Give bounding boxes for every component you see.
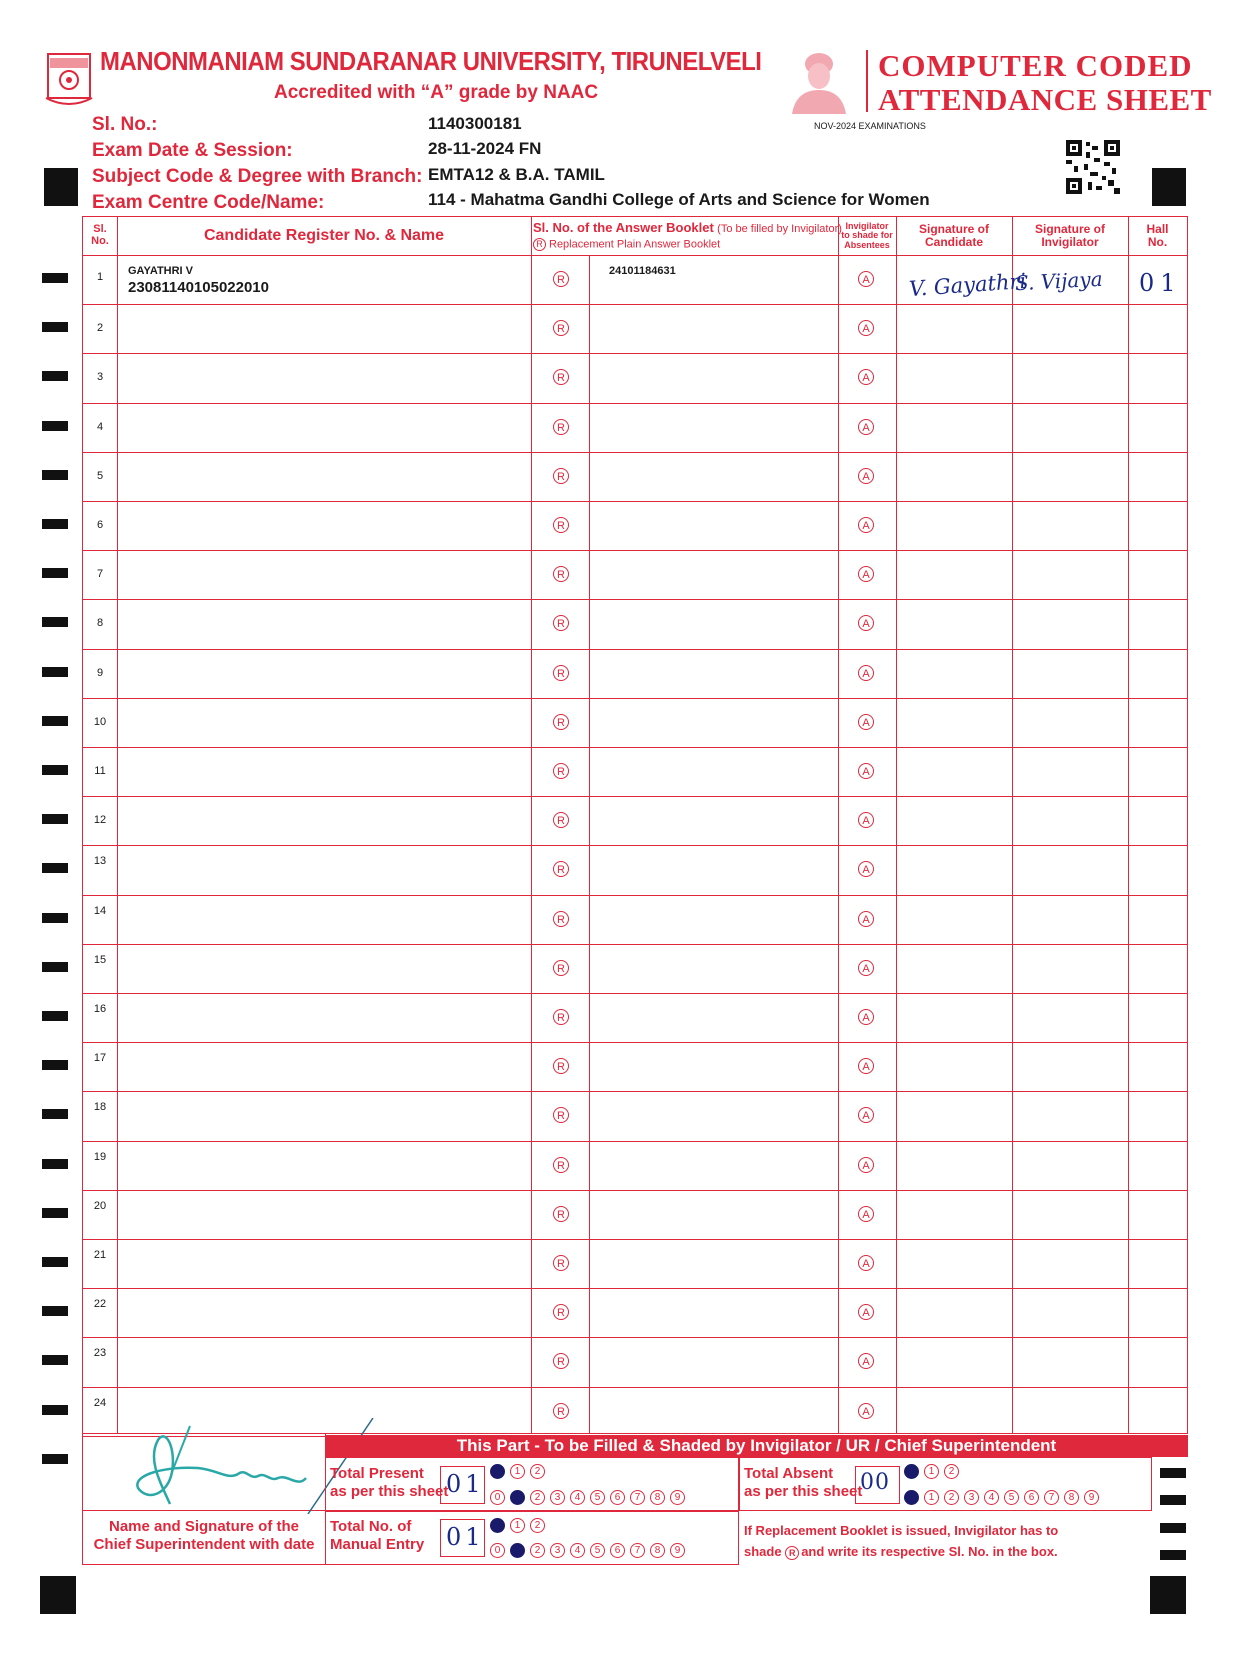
booklet-no: 24101184631 [609,265,676,277]
digit-bubble[interactable]: 7 [630,1543,645,1558]
table-row-number: 11 [94,765,106,777]
timing-mark [42,1306,68,1316]
accreditation-text: Accredited with “A” grade by NAAC [274,82,599,103]
timing-mark [42,1208,68,1218]
row-divider [83,1190,1187,1191]
absent-bubble[interactable]: A [858,1353,874,1369]
footer-instruction-bar: This Part - To be Filled & Shaded by Invigilator / UR / Chief Superintendent [325,1435,1188,1457]
header-sl-no: Sl. No. [91,223,109,247]
timing-mark [42,273,68,283]
row-divider [83,1337,1187,1338]
digit-bubble[interactable]: 3 [550,1490,565,1505]
replacement-bubble[interactable]: R [553,271,569,287]
timing-mark [42,1159,68,1169]
absent-bubble[interactable]: A [858,1107,874,1123]
absent-bubble[interactable]: A [858,1157,874,1173]
absent-bubble[interactable]: A [858,369,874,385]
digit-bubble[interactable]: 9 [670,1490,685,1505]
row-divider [83,1141,1187,1142]
row-divider [83,845,1187,846]
corner-mark [1152,168,1186,206]
digit-bubble[interactable] [510,1543,525,1558]
replacement-bubble[interactable]: R [553,812,569,828]
subject-label: Subject Code & Degree with Branch: [92,166,423,187]
replacement-bubble[interactable]: R [553,911,569,927]
timing-mark [42,765,68,775]
digit-bubble[interactable]: 0 [490,1490,505,1505]
timing-mark [42,814,68,824]
absent-tens-bubbles[interactable] [904,1464,964,1479]
table-row-number: 14 [93,904,107,917]
table-row-number: 6 [96,519,104,531]
candidate-name: GAYATHRI V [128,265,194,277]
absent-units-bubbles[interactable] [904,1490,1104,1505]
digit-bubble[interactable]: 1 [924,1490,939,1505]
absent-bubble[interactable]: A [858,1255,874,1271]
timing-mark [42,1109,68,1119]
sl-no-label: Sl. No.: [92,114,158,135]
digit-bubble[interactable] [904,1464,919,1479]
digit-bubble[interactable]: 5 [1004,1490,1019,1505]
absent-bubble[interactable]: A [858,517,874,533]
replacement-bubble[interactable]: R [553,1353,569,1369]
header-hall-no: Hall No. [1146,222,1169,249]
column-divider [1012,217,1013,1433]
row-divider [83,255,1187,256]
replacement-bubble[interactable]: R [553,468,569,484]
digit-bubble[interactable]: 6 [610,1490,625,1505]
row-divider [83,1239,1187,1240]
timing-mark [42,1257,68,1267]
present-units-bubbles[interactable] [490,1490,690,1505]
manual-label: Total No. of Manual Entry [330,1518,425,1553]
timing-mark [42,667,68,677]
exam-date-label: Exam Date & Session: [92,140,293,161]
replacement-bubble[interactable]: R [553,320,569,336]
corner-mark [44,168,78,206]
row-divider [83,403,1187,404]
absent-bubble[interactable]: A [858,763,874,779]
row-divider [83,304,1187,305]
subject-value: EMTA12 & B.A. TAMIL [428,165,605,184]
timing-mark [42,962,68,972]
row-divider [83,895,1187,896]
table-row-number: 7 [96,568,104,581]
digit-bubble[interactable]: 8 [650,1543,665,1558]
digit-bubble[interactable]: 5 [590,1543,605,1558]
centre-value: 114 - Mahatma Gandhi College of Arts and Science for Women [428,190,930,209]
chief-label: Name and Signature of the Chief Superintendent with date [93,1518,315,1553]
timing-mark [42,322,68,332]
manual-units-bubbles[interactable] [490,1543,690,1558]
absent-bubble[interactable]: A [858,911,874,927]
digit-bubble[interactable]: 4 [570,1490,585,1505]
present-tens-bubbles[interactable] [490,1464,550,1479]
table-row-number: 18 [93,1101,107,1114]
timing-mark [42,716,68,726]
sheet-title-line1: COMPUTER CODED [878,48,1193,83]
replacement-note: If Replacement Booklet is issued, Invigilator has to shade R and write its respective Sl. No. in the box. [744,1523,1059,1559]
manual-tens-bubbles[interactable] [490,1518,550,1533]
timing-mark [42,1011,68,1021]
replacement-bubble[interactable]: R [553,1403,569,1419]
university-name: MANONMANIAM SUNDARANAR UNIVERSITY, TIRUNELVELI [100,46,762,76]
table-row-number: 12 [93,814,107,827]
column-divider [117,217,118,1433]
absent-bubble[interactable]: A [858,714,874,730]
header-candidate: Candidate Register No. & Name [203,226,445,244]
absent-bubble[interactable]: A [858,1206,874,1222]
digit-bubble[interactable] [904,1490,919,1505]
row-divider [83,698,1187,699]
digit-bubble[interactable]: 4 [984,1490,999,1505]
table-row-number: 2 [96,322,104,335]
timing-mark [42,568,68,578]
digit-bubble[interactable]: 9 [1084,1490,1099,1505]
row-divider [83,993,1187,994]
replacement-bubble[interactable]: R [553,419,569,435]
attendance-table [82,216,1188,1434]
digit-bubble[interactable] [490,1518,505,1533]
candidate-reg-no: 23081140105022010 [128,279,269,296]
centre-label: Exam Centre Code/Name: [92,192,325,213]
absent-label: Total Absent as per this sheet [744,1465,863,1500]
table-row-number: 24 [93,1396,107,1409]
absent-bubble[interactable]: A [858,615,874,631]
corner-mark [1150,1576,1186,1614]
digit-bubble[interactable]: 8 [1064,1490,1079,1505]
timing-mark [42,519,68,529]
digit-bubble[interactable]: 3 [964,1490,979,1505]
row-divider [83,1288,1187,1289]
digit-bubble[interactable]: 2 [944,1464,959,1479]
column-divider [896,217,897,1433]
timing-mark [42,470,68,480]
row-divider [83,1042,1187,1043]
absent-bubble[interactable]: A [858,271,874,287]
absent-bubble[interactable]: A [858,1304,874,1320]
table-row-number: 19 [93,1150,107,1163]
absent-value: 00 [860,1470,890,1495]
header-candidate-signature: Signature of Candidate [918,222,989,249]
manual-value: 01 [446,1523,485,1551]
qr-code-icon [1066,140,1120,194]
replacement-bubble[interactable]: R [553,1255,569,1271]
replacement-bubble[interactable]: R [553,1107,569,1123]
table-row-number: 17 [93,1052,107,1065]
timing-mark [42,371,68,381]
header-invigilator-shade: Invigilator to shade for Absentees [841,220,893,250]
row-divider [83,796,1187,797]
digit-bubble[interactable] [510,1490,525,1505]
table-row-number: 10 [93,715,107,728]
replacement-bubble[interactable]: R [553,960,569,976]
digit-bubble[interactable]: 7 [630,1490,645,1505]
digit-bubble[interactable]: 6 [610,1543,625,1558]
digit-bubble[interactable]: 7 [1044,1490,1059,1505]
corner-mark [40,1576,76,1614]
timing-mark [42,863,68,873]
replacement-bubble[interactable]: R [553,665,569,681]
table-row-number: 3 [96,371,104,384]
absent-bubble[interactable]: A [858,812,874,828]
present-value: 01 [446,1470,485,1498]
digit-bubble[interactable]: 2 [530,1543,545,1558]
digit-bubble[interactable]: 2 [530,1490,545,1505]
table-row-number: 9 [96,666,104,679]
row-divider [83,649,1187,650]
founder-portrait [788,46,850,114]
hall-no-value: 01 [1139,269,1182,297]
university-logo [44,52,94,106]
table-row-number: 22 [93,1298,107,1311]
table-row-number: 8 [96,617,104,630]
absent-bubble[interactable]: A [858,1009,874,1025]
absent-bubble[interactable]: A [858,1403,874,1419]
timing-mark [42,1405,68,1415]
replacement-bubble[interactable]: R [553,566,569,582]
digit-bubble[interactable]: 1 [510,1518,525,1533]
digit-bubble[interactable]: 2 [530,1464,545,1479]
sheet-title-line2: ATTENDANCE SHEET [878,82,1212,117]
row-divider [83,1091,1187,1092]
exam-tag: NOV-2024 EXAMINATIONS [814,121,926,131]
table-row-number: 21 [93,1249,107,1261]
digit-bubble[interactable]: 8 [650,1490,665,1505]
row-divider [83,353,1187,354]
absent-bubble[interactable]: A [858,566,874,582]
absent-bubble[interactable]: A [858,861,874,877]
digit-bubble[interactable]: 2 [944,1490,959,1505]
table-row-number: 15 [93,953,107,966]
sl-no-value: 1140300181 [428,114,522,133]
table-row-number: 20 [93,1199,107,1212]
timing-mark [42,421,68,431]
digit-bubble[interactable]: 5 [590,1490,605,1505]
header-invigilator-signature: Signature of Invigilator [1034,222,1105,249]
table-row-number: 13 [93,855,107,868]
replacement-bubble[interactable]: R [553,369,569,385]
column-divider [531,217,532,1433]
table-row-number: 16 [93,1003,107,1015]
timing-mark [42,617,68,627]
digit-bubble[interactable]: 1 [510,1464,525,1479]
row-divider [83,452,1187,453]
row-divider [83,944,1187,945]
replacement-bubble[interactable]: R [553,1157,569,1173]
replacement-bubble[interactable]: R [553,1304,569,1320]
candidate-signature: V. Gayathri [908,268,1027,302]
table-row-number: 23 [93,1347,107,1360]
invigilator-signature: S. Vijaya [1014,266,1104,296]
replacement-bubble[interactable]: R [553,714,569,730]
absent-bubble[interactable]: A [858,419,874,435]
digit-bubble[interactable]: 1 [924,1464,939,1479]
replacement-bubble[interactable]: R [553,763,569,779]
row-divider [83,599,1187,600]
replacement-bubble[interactable]: R [553,1058,569,1074]
digit-bubble[interactable]: 6 [1024,1490,1039,1505]
timing-mark [42,1355,68,1365]
row-divider [83,747,1187,748]
table-row-number: 1 [96,271,104,283]
column-divider [589,255,590,1433]
timing-mark [42,1454,68,1464]
absent-bubble[interactable]: A [858,665,874,681]
exam-date-value: 28-11-2024 FN [428,139,542,158]
timing-mark [42,1060,68,1070]
replacement-bubble[interactable]: R [553,1206,569,1222]
replacement-bubble[interactable]: R [553,861,569,877]
column-divider [1128,217,1129,1433]
row-divider [83,1387,1187,1388]
digit-bubble[interactable]: 9 [670,1543,685,1558]
column-divider [838,217,839,1433]
digit-bubble[interactable]: 4 [570,1543,585,1558]
row-divider [83,550,1187,551]
absent-bubble[interactable]: A [858,960,874,976]
header-divider [866,50,868,112]
header-booklet: Sl. No. of the Answer Booklet (To be filled by Invigilator) R Replacement Plain Answer Booklet [533,220,842,251]
timing-mark [42,913,68,923]
replacement-bubble[interactable]: R [553,1009,569,1025]
absent-bubble[interactable]: A [858,1058,874,1074]
row-divider [83,501,1187,502]
replacement-bubble[interactable]: R [553,517,569,533]
digit-bubble[interactable] [490,1464,505,1479]
present-label: Total Present as per this sheet [330,1465,449,1500]
digit-bubble[interactable]: 2 [530,1518,545,1533]
absent-bubble[interactable]: A [858,320,874,336]
absent-bubble[interactable]: A [858,468,874,484]
digit-bubble[interactable]: 3 [550,1543,565,1558]
digit-bubble[interactable]: 0 [490,1543,505,1558]
table-row-number: 5 [96,469,104,482]
table-row-number: 4 [96,420,104,433]
replacement-bubble[interactable]: R [553,615,569,631]
